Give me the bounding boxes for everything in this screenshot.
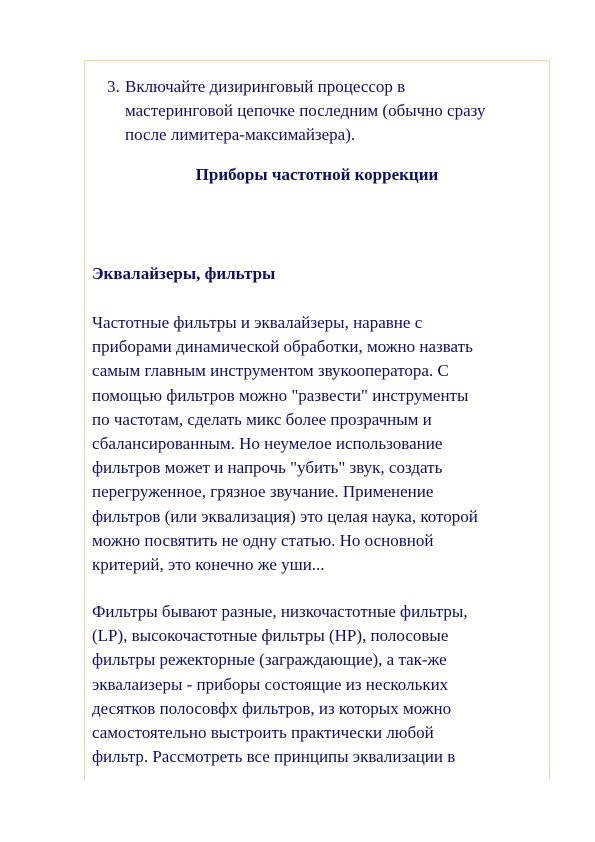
paragraph-line: фильтров (или эквализация) это целая наука, которой: [92, 506, 478, 526]
paragraph-line: помощью фильтров можно "развести" инструменты: [92, 385, 469, 405]
paragraph-line: самостоятельно выстроить практически любой: [92, 723, 434, 743]
list-item-line: мастеринговой цепочке последним (обычно сразу: [125, 101, 486, 120]
paragraph-line: Фильтры бывают разные, низкочастотные фильтры,: [92, 602, 468, 621]
paragraph-line: десятков полосовфх фильтров, из которых можно: [92, 698, 452, 718]
paragraph-line: по частотам, сделать микс более прозрачным и: [92, 409, 432, 429]
subheading: Эквалайзеры, фильтры: [92, 264, 276, 283]
paragraph-line: можно посвятить не одну статью. Но основной: [92, 530, 434, 550]
paragraph-line: Частотные фильтры и эквалайзеры, наравне с: [92, 313, 423, 332]
list-item-text: [125, 75, 547, 147]
paragraph-line: фильтров может и напрочь "убить" звук, создать: [92, 458, 443, 478]
paragraph-filters: [92, 600, 550, 769]
section-title: Приборы частотной коррекции: [195, 165, 439, 184]
paragraph-line: приборами динамической обработки, можно назвать: [92, 337, 473, 357]
paragraph-line: (LP), высокочастотные фильтры (HP), полосовые: [92, 626, 449, 646]
paragraph-line: перегруженное, грязное звучание. Применение: [92, 482, 434, 502]
paragraph-line: самым главным инструментом звукооператора. С: [92, 361, 449, 381]
paragraph-line: фильтр. Рассмотреть все принципы эквализации в: [92, 747, 456, 767]
paragraph-line: фильтры режекторные (заграждающие), а так-же: [92, 650, 447, 670]
paragraph-line: критерий, это конечно же уши...: [92, 555, 325, 575]
numbered-list-item: [107, 75, 547, 147]
paragraph-intro: [92, 311, 550, 577]
list-item-number: 3.: [107, 77, 120, 96]
list-item-line: Включайте дизиринговый процессор в: [125, 77, 406, 96]
list-item-line: после лимитера-максимайзера).: [125, 125, 356, 144]
paragraph-line: эквалаизеры - приборы состоящие из нескольких: [92, 674, 449, 694]
paragraph-line: сбалансированным. Но неумелое использование: [92, 434, 443, 454]
